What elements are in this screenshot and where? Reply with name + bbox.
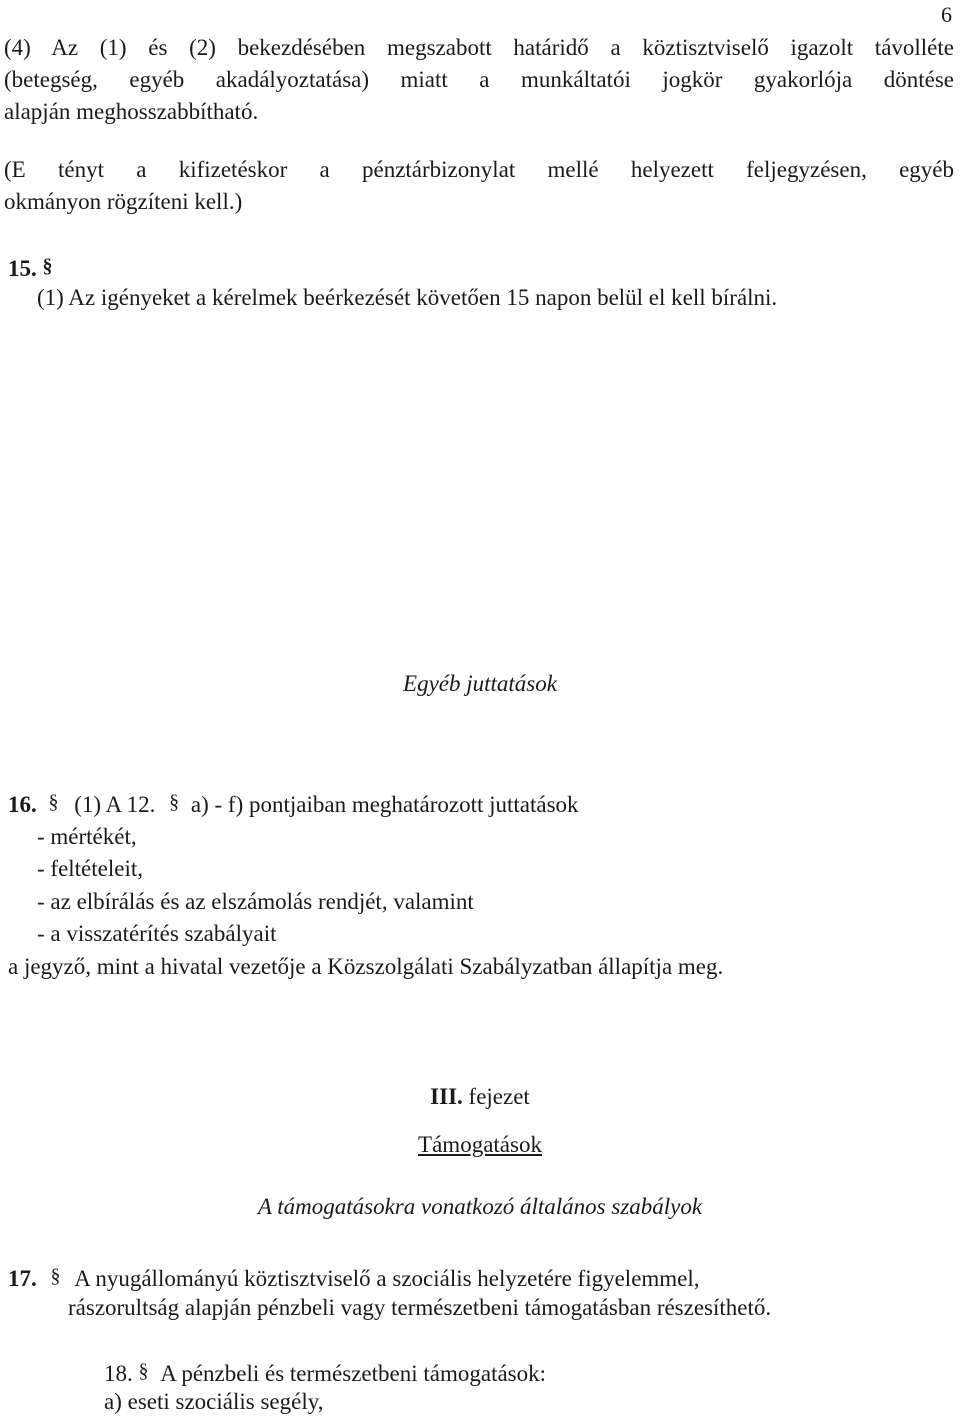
section-17-number: 17. [8, 1266, 37, 1291]
section-16-list-item: - az elbírálás és az elszámolás rendjét, valamint [37, 889, 474, 914]
note-line-1: (E tényt a kifizetéskor a pénztárbizonylat mellé helyezett feljegyzésen, egyéb [4, 157, 954, 182]
section-16-list-item: - feltételeit, [37, 856, 143, 881]
section-15-symbol: § [42, 255, 53, 277]
note-line-2: okmányon rögzíteni kell.) [4, 189, 243, 214]
section-16-symbol: § [48, 791, 59, 813]
chapter-title: Támogatások [418, 1132, 542, 1157]
section-18-symbol: § [138, 1360, 149, 1382]
chapter-heading [0, 1081, 960, 1113]
section-16-lead-a: (1) A 12. [74, 792, 156, 817]
section-15-heading [8, 250, 53, 285]
para4-line-3: alapján meghosszabbítható. [4, 99, 259, 124]
para4-line-1: (4) Az (1) és (2) bekezdésében megszabott határidő a köztisztviselő igazolt távolléte [4, 35, 954, 60]
section-16-number: 16. [8, 792, 37, 817]
section-16-list-item: - a visszatérítés szabályait [37, 921, 277, 946]
section-16-closing: a jegyző, mint a hivatal vezetője a Közszolgálati Szabályzatban állapítja meg. [8, 954, 724, 979]
section-18-item-a: a) eseti szociális segély, [104, 1389, 324, 1414]
chapter-number: III. [430, 1084, 463, 1109]
section-16-lead-b: a) - f) pontjaiban meghatározott juttatások [190, 792, 579, 817]
section-15-item-1: (1) Az igényeket a kérelmek beérkezését követően 15 napon belül el kell bírálni. [37, 285, 778, 310]
section-18-line [104, 1355, 546, 1390]
section-17-text-1: A nyugállományú köztisztviselő a szociális helyzetére figyelemmel, [74, 1266, 700, 1291]
section-18-number: 18. [104, 1361, 133, 1386]
section-17-symbol: § [50, 1265, 61, 1287]
heading-egyeb-juttatasok: Egyéb juttatások [403, 671, 557, 696]
section-18-text: A pénzbeli és természetbeni támogatások: [160, 1361, 547, 1386]
page-number: 6 [941, 2, 952, 27]
section-16-list-item: - mértékét, [37, 824, 137, 849]
section-16-heading [8, 786, 579, 821]
section-17-line-2: rászorultság alapján pénzbeli vagy természetbeni támogatásban részesíthető. [68, 1295, 772, 1320]
section-17-line-1 [8, 1260, 700, 1295]
subtitle: A támogatásokra vonatkozó általános szabályok [257, 1194, 703, 1219]
section-16-lead-symbol: § [169, 791, 180, 813]
chapter-word: fejezet [468, 1084, 530, 1109]
section-15-number: 15. [8, 256, 37, 281]
para4-line-2: (betegség, egyéb akadályoztatása) miatt a munkáltatói jogkör gyakorlója döntése [4, 67, 954, 92]
